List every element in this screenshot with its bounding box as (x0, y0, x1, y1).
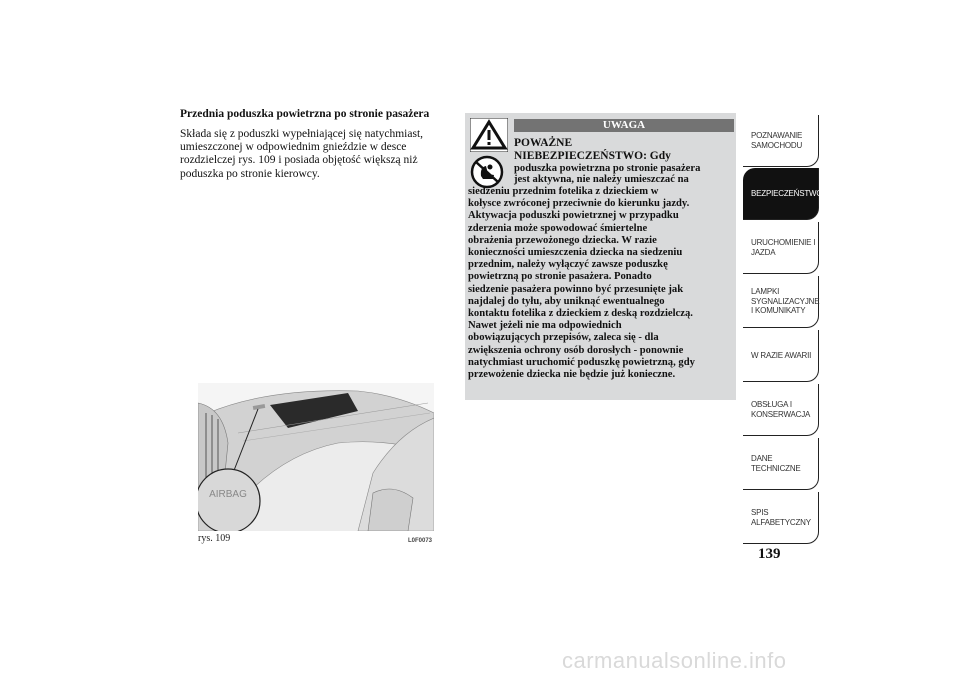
sidebar-item-obsluga[interactable] (743, 384, 819, 436)
warning-line: obowiązujących przepisów, zaleca się - dla (468, 332, 659, 344)
intro-line: umieszczonej w odpowiednim gnieździe w desce (180, 141, 407, 154)
sidebar-item-label: POZNAWANIE (751, 131, 803, 140)
sidebar-item-label: KONSERWACJA (751, 409, 811, 419)
warning-text (468, 186, 734, 381)
warning-text-indented (514, 163, 734, 186)
intro-line: poduszka po stronie kierowcy. (180, 167, 320, 180)
sidebar-item-label: SYGNALIZACYJNE (751, 296, 820, 306)
sidebar-item-label: SPIS (751, 508, 769, 517)
section-intro (180, 128, 450, 181)
warning-line: powietrzną po stronie pasażera. Ponadto (468, 271, 652, 283)
sidebar-item-dane[interactable] (743, 438, 819, 490)
warning-triangle-icon (470, 118, 508, 152)
warning-heading-line: NIEBEZPIECZEŃSTWO: Gdy (514, 150, 671, 163)
warning-line: konieczności umieszczenia dziecka na siedzeniu (468, 247, 683, 259)
sidebar-item-label: JAZDA (751, 247, 776, 257)
sidebar-item-lampki[interactable] (743, 276, 819, 328)
figure-caption: rys. 109 (198, 533, 231, 544)
sidebar-item-label: LAMPKI (751, 287, 780, 297)
sidebar-item-label: URUCHOMIENIE I (751, 238, 816, 247)
sidebar-item-awarie[interactable] (743, 330, 819, 382)
warning-line: kołysce zwróconej przeciwnie do kierunku jazdy. (468, 198, 690, 210)
sidebar-item-label: TECHNICZNE (751, 463, 801, 473)
no-child-seat-airbag-icon (470, 155, 504, 189)
sidebar-item-label: BEZPIECZEŃSTWO (751, 188, 823, 198)
warning-line: poduszka powietrzna po stronie pasażera (514, 163, 701, 174)
page-number: 139 (758, 546, 781, 562)
dashboard-airbag-figure (198, 383, 434, 531)
warning-line: kontaktu fotelika z dzieckiem z deską rozdzielczą. (468, 308, 693, 320)
sidebar-item-label: W RAZIE AWARII (751, 350, 812, 360)
warning-line: zwiększenia ochrony osób dorosłych - ponownie (468, 344, 684, 356)
warning-line: natychmiast uruchomić poduszkę powietrzną, gdy (468, 356, 695, 368)
sidebar-item-poznawanie[interactable] (743, 115, 819, 167)
watermark: carmanualsonline.info (562, 648, 787, 673)
warning-line: zderzenia może spowodować śmiertelne (468, 222, 648, 234)
warning-line: jest aktywna, nie należy umieszczać na (514, 174, 689, 186)
sidebar-item-label: DANE (751, 454, 773, 463)
sidebar-item-label: I KOMUNIKATY (751, 306, 806, 316)
warning-line: Aktywacja poduszki powietrznej w przypadku (468, 210, 679, 222)
intro-line: rozdzielczej rys. 109 i posiada objętość większą niż (180, 154, 418, 167)
figure-code: L0F0073 (408, 538, 433, 544)
warning-line: przewożenie dziecka nie będzie już konieczne. (468, 369, 676, 381)
warning-heading (514, 137, 734, 163)
sidebar-item-label: ALFABETYCZNY (751, 517, 811, 527)
warning-line: Nawet jeżeli nie ma odpowiednich (468, 320, 622, 332)
sidebar-item-bezpieczenstwo[interactable] (743, 168, 823, 220)
sidebar-item-label: SAMOCHODU (751, 140, 803, 150)
warning-line: obrażenia przewożonego dziecka. W razie (468, 234, 657, 246)
warning-line: siedzeniu przednim fotelika z dzieckiem w (468, 186, 659, 197)
warning-heading-line: POWAŻNE (514, 137, 573, 149)
dashboard-illustration (198, 383, 434, 531)
sidebar-item-uruchomienie[interactable] (743, 222, 819, 274)
warning-line: przednim, należy wyłączyć zawsze poduszkę (468, 259, 668, 271)
warning-line: najdalej do tyłu, aby uniknąć ewentualnego (468, 295, 665, 307)
intro-line: Składa się z poduszki wypełniającej się natychmiast, (180, 128, 424, 140)
warning-title: UWAGA (514, 119, 734, 132)
section-heading: Przednia poduszka powietrzna po stronie pasażera (180, 108, 430, 120)
warning-line: siedzenie pasażera powinno być przesunięte jak (468, 283, 684, 295)
sidebar-item-spis[interactable] (743, 492, 819, 544)
sidebar-item-label: OBSŁUGA I (751, 400, 792, 409)
airbag-callout-label: AIRBAG (209, 489, 247, 500)
